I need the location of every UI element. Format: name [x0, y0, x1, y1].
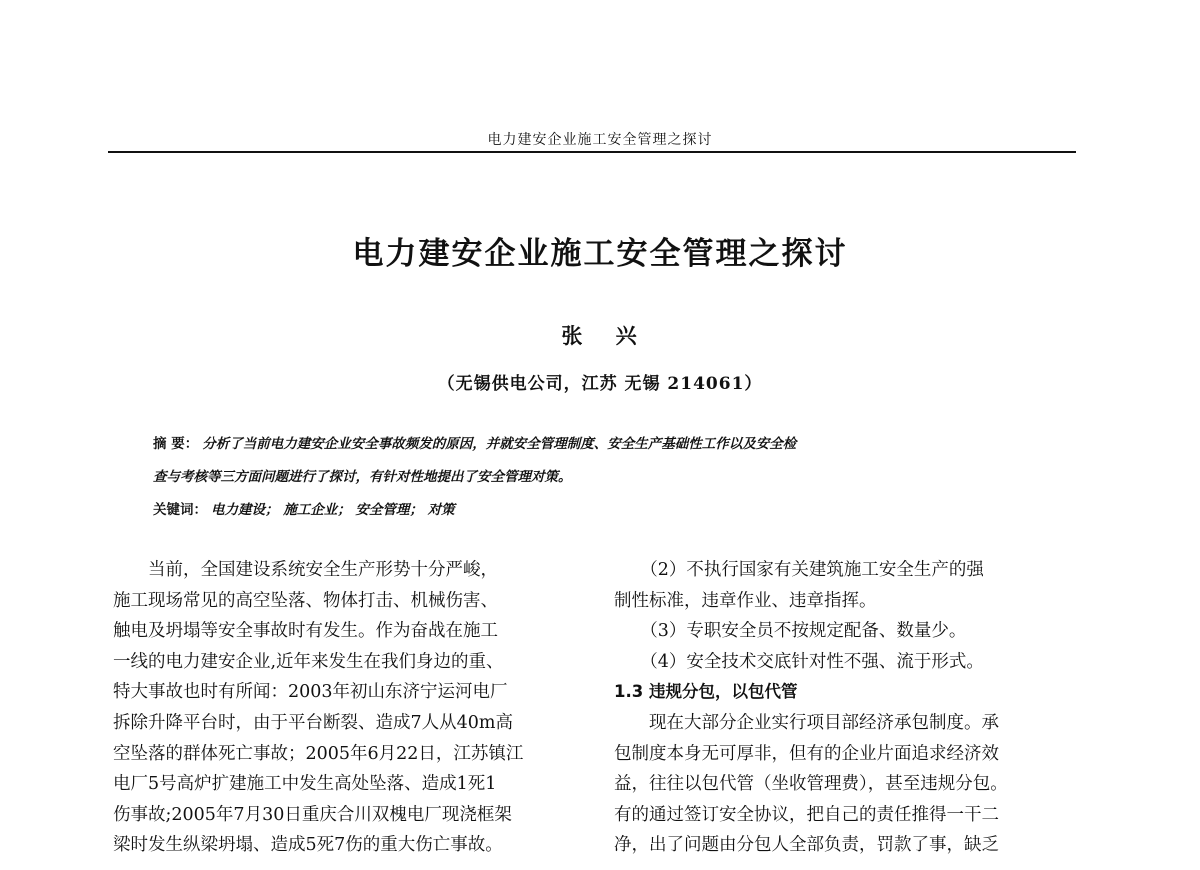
author-affiliation: （无锡供电公司，江苏 无锡 214061）	[437, 374, 763, 394]
body-line: 拆除升降平台时，由于平台断裂、造成7人从40m高	[113, 712, 513, 733]
body-line: 益，往往以包代管（坐收管理费），甚至违规分包。	[614, 774, 1008, 795]
abstract-text-1: 分析了当前电力建安企业安全事故频发的原因，并就安全管理制度、安全生产基础性工作以及安全检	[202, 436, 797, 452]
keywords-line	[153, 494, 1053, 527]
abstract-block	[153, 428, 1053, 527]
body-line: 伤事故;2005年7月30日重庆合川双槐电厂现浇框架	[113, 804, 512, 825]
right-column	[614, 555, 1080, 861]
body-line: 电厂5号高炉扩建施工中发生高处坠落、造成1死1	[113, 774, 497, 795]
body-line: （2）不执行国家有关建筑施工安全生产的强	[614, 560, 984, 580]
author-name: 张 兴	[561, 323, 639, 348]
body-line: 施工现场常见的高空坠落、物体打击、机械伤害、	[113, 590, 498, 611]
body-line: 净，出了问题由分包人全部负责，罚款了事，缺乏	[614, 835, 999, 856]
body-line: 现在大部分企业实行项目部经济承包制度。承	[614, 712, 999, 733]
abstract-line-1	[153, 428, 1053, 461]
body-line: 有的通过签订安全协议，把自己的责任推得一干二	[614, 804, 999, 825]
left-column	[113, 555, 575, 861]
body-line: 包制度本身无可厚非，但有的企业片面追求经济效	[614, 743, 999, 764]
section-heading: 1.3 违规分包，以包代管	[614, 682, 798, 702]
body-line: （3）专职安全员不按规定配备、数量少。	[614, 621, 967, 642]
body-line: （4）安全技术交底针对性不强、流于形式。	[614, 651, 984, 672]
body-line: 触电及坍塌等安全事故时有发生。作为奋战在施工	[113, 621, 498, 642]
body-line: 一线的电力建安企业,近年来发生在我们身边的重、	[113, 651, 504, 672]
abstract-line-2: 查与考核等三方面问题进行了探讨，有针对性地提出了安全管理对策。	[153, 469, 572, 485]
body-line: 制性标准，违章作业、违章指挥。	[614, 590, 877, 611]
running-header: 电力建安企业施工安全管理之探讨	[487, 132, 713, 148]
body-line: 梁时发生纵梁坍塌、造成5死7伤的重大伤亡事故。	[113, 835, 503, 856]
header-rule	[108, 151, 1076, 153]
body-line: 空坠落的群体死亡事故；2005年6月22日，江苏镇江	[113, 743, 524, 764]
body-line: 特大事故也时有所闻：2003年初山东济宁运河电厂	[113, 682, 508, 703]
keywords-label: 关键词：	[153, 502, 207, 518]
abstract-label: 摘 要：	[153, 436, 199, 452]
body-line: 当前，全国建设系统安全生产形势十分严峻，	[113, 560, 498, 580]
paper-title: 电力建安企业施工安全管理之探讨	[352, 236, 848, 272]
keywords-text: 电力建设； 施工企业； 安全管理； 对策	[211, 502, 455, 518]
